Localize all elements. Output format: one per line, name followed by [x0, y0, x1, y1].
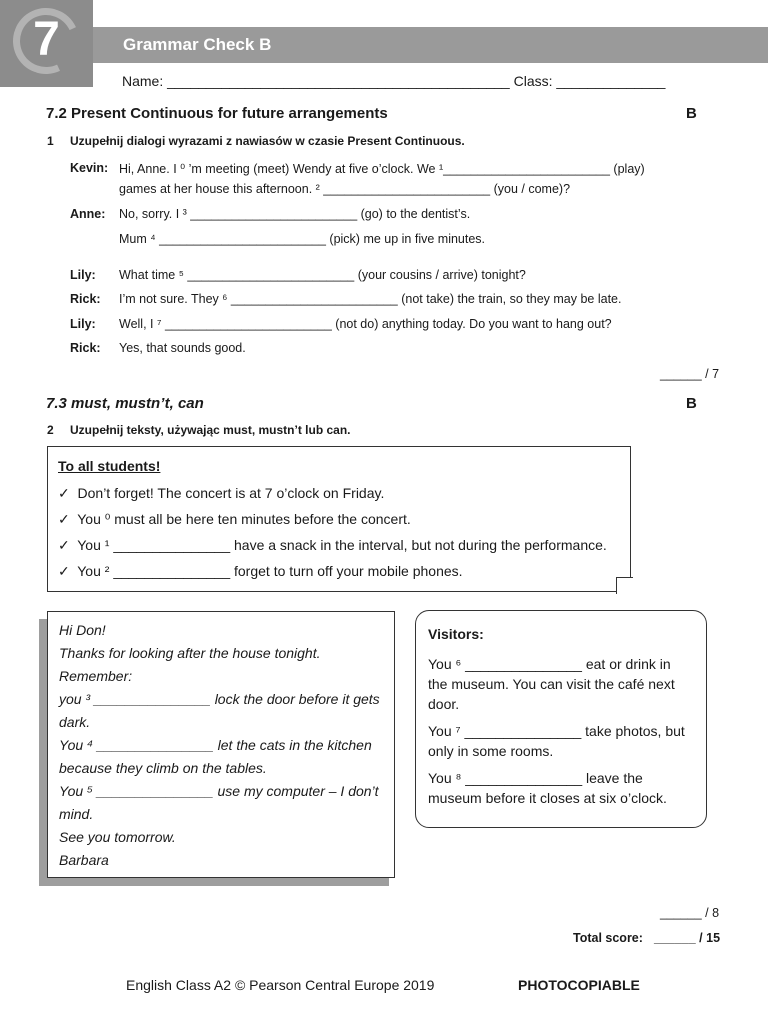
letter-line: mind. — [59, 806, 94, 822]
section1-instruction-number: 1 — [47, 134, 54, 148]
notice-item: ✓ Don’t forget! The concert is at 7 o’clock on Friday. — [58, 485, 385, 501]
letter-line: Barbara — [59, 852, 109, 868]
notice-item: ✓ You ⁰ must all be here ten minutes before the concert. — [58, 511, 411, 527]
dialogue-line: I’m not sure. They ⁶ ________________________ (not take) the train, so they may be late. — [119, 292, 622, 306]
footer-photocopiable: PHOTOCOPIABLE — [518, 977, 640, 993]
letter-line: You ⁵ _______________ use my computer – I don’t — [59, 783, 379, 799]
section1-level: B — [686, 105, 697, 122]
section1-score: ______ / 7 — [660, 367, 720, 381]
visitors-heading: Visitors: — [428, 626, 484, 642]
page-title: Grammar Check B — [123, 35, 272, 54]
dialogue-line: Well, I ⁷ ________________________ (not do) anything today. Do you want to hang out? — [119, 317, 612, 331]
dialogue-line: games at her house this afternoon. ² ________________________ (you / come)? — [119, 182, 571, 196]
notice-item: ✓ You ² _______________ forget to turn off your mobile phones. — [58, 563, 463, 579]
notice-item: ✓ You ¹ _______________ have a snack in the interval, but not during the performance. — [58, 537, 607, 553]
section2-title: 7.3 must, mustn’t, can — [46, 395, 204, 412]
dialogue-line: Yes, that sounds good. — [119, 341, 246, 355]
dialogue-line: What time ⁵ ________________________ (your cousins / arrive) tonight? — [119, 268, 526, 282]
letter-line: You ⁴ _______________ let the cats in the kitchen — [59, 737, 372, 753]
footer-copyright: English Class A2 © Pearson Central Europe 2019 — [126, 977, 435, 993]
dialogue-speaker: Anne: — [70, 207, 106, 221]
letter-line: Remember: — [59, 668, 133, 684]
letter-line: you ³ _______________ lock the door before it gets — [59, 691, 380, 707]
visitors-line: You ⁶ _______________ eat or drink in — [428, 656, 671, 672]
visitors-line: the museum. You can visit the café next — [428, 676, 675, 692]
section2-score: ______ / 8 — [660, 906, 720, 920]
section1-instruction: Uzupełnij dialogi wyrazami z nawiasów w czasie Present Continuous. — [70, 134, 465, 148]
name-class-line: Name: ____________________________________________ Class: ______________ — [122, 73, 666, 89]
dialogue-line: Mum ⁴ ________________________ (pick) me up in five minutes. — [119, 232, 486, 246]
section2-level: B — [686, 395, 697, 412]
total-score-label: Total score: — [573, 931, 643, 945]
dialogue-speaker: Kevin: — [70, 161, 109, 175]
visitors-line: museum before it closes at six o’clock. — [428, 790, 667, 806]
total-score-value: ______ / 15 — [654, 931, 721, 945]
section1-title: 7.2 Present Continuous for future arrangements — [46, 105, 388, 122]
visitors-line: You ⁸ _______________ leave the — [428, 770, 643, 786]
dialogue-line: Hi, Anne. I ⁰ ’m meeting (meet) Wendy at five o’clock. We ¹________________________ (play) — [119, 162, 645, 176]
visitors-line: only in some rooms. — [428, 743, 554, 759]
dialogue-speaker: Lily: — [70, 317, 96, 331]
dialogue-speaker: Lily: — [70, 268, 96, 282]
notice-heading: To all students! — [58, 458, 161, 474]
visitors-line: door. — [428, 696, 460, 712]
letter-line: See you tomorrow. — [59, 829, 176, 845]
letter-line: Thanks for looking after the house tonight. — [59, 645, 321, 661]
letter-line: because they climb on the tables. — [59, 760, 267, 776]
letter-line: dark. — [59, 714, 91, 730]
dialogue-speaker: Rick: — [70, 292, 101, 306]
page-curl-icon — [616, 577, 633, 594]
letter-line: Hi Don! — [59, 622, 106, 638]
section2-instruction-number: 2 — [47, 423, 54, 437]
unit-number: 7 — [33, 13, 60, 66]
dialogue-speaker: Rick: — [70, 341, 101, 355]
section2-instruction: Uzupełnij teksty, używając must, mustn’t lub can. — [70, 423, 351, 437]
visitors-line: You ⁷ _______________ take photos, but — [428, 723, 685, 739]
dialogue-line: No, sorry. I ³ ________________________ (go) to the dentist’s. — [119, 207, 471, 221]
